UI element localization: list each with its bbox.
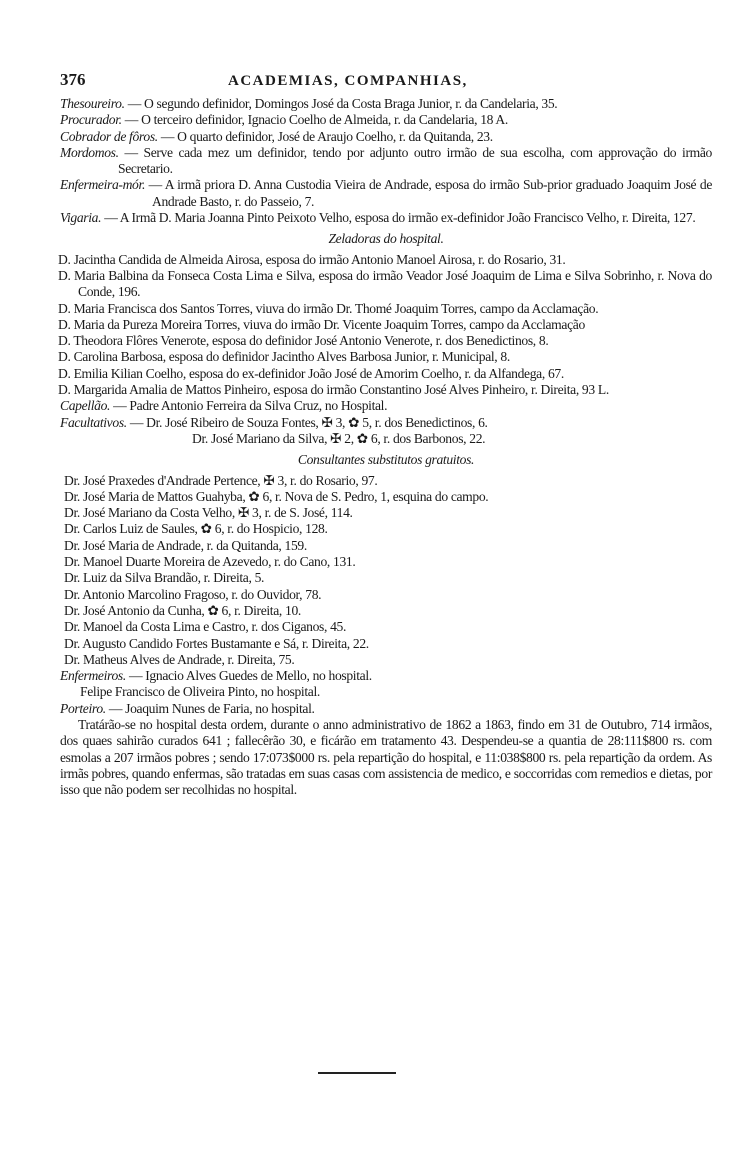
entry-text: — Ignacio Alves Guedes de Mello, no hospital. bbox=[125, 668, 372, 684]
officer-entry bbox=[60, 112, 712, 128]
zeladoras-list bbox=[60, 252, 712, 399]
consultante-entry: Dr. Manoel Duarte Moreira de Azevedo, r. do Cano, 131. bbox=[64, 554, 356, 570]
officers-list bbox=[60, 96, 712, 226]
zeladora-entry: D. Jacintha Candida de Almeida Airosa, esposa do irmão Antonio Manoel Airosa, r. do Rosario, 31. bbox=[58, 251, 566, 267]
consultante-entry: Dr. Augusto Candido Fortes Bustamante e Sá, r. Direita, 22. bbox=[64, 635, 369, 651]
officer-entry bbox=[60, 210, 712, 226]
consultante-entry: Dr. José Antonio da Cunha, ✿ 6, r. Direita, 10. bbox=[64, 602, 301, 618]
running-title: ACADEMIAS, COMPANHIAS, bbox=[228, 73, 468, 89]
closing-rule bbox=[318, 1072, 396, 1074]
consultante-entry: Dr. José Maria de Andrade, r. da Quitanda, 159. bbox=[64, 537, 307, 553]
role-label: Enfermeira-mór. bbox=[60, 177, 145, 193]
role-label: Procurador. bbox=[60, 112, 122, 128]
capellao-entry bbox=[60, 398, 712, 414]
entry-text: Felipe Francisco de Oliveira Pinto, no hospital. bbox=[80, 684, 320, 700]
entry-text: — A Irmã D. Maria Joanna Pinto Peixoto Velho, esposa do irmão ex-definidor João Francisco Velho, r. Direita, 127. bbox=[101, 210, 696, 226]
consultantes-heading: Consultantes substitutos gratuitos. bbox=[297, 452, 475, 468]
entry-text: — O segundo definidor, Domingos José da Costa Braga Junior, r. da Candelaria, 35. bbox=[124, 96, 558, 111]
entry-text: Dr. José Mariano da Silva, ✠ 2, ✿ 6, r. dos Barbonos, 22. bbox=[192, 430, 486, 446]
consultante-entry: Dr. José Maria de Mattos Guahyba, ✿ 6, r. Nova de S. Pedro, 1, esquina do campo. bbox=[64, 488, 489, 504]
page-number: 376 bbox=[60, 70, 86, 89]
zeladora-entry: D. Maria Balbina da Fonseca Costa Lima e Silva, esposa do irmão Veador José Joaquim de Lima e Silva Sobrinho, r. Nova do Conde, 196. bbox=[58, 267, 712, 300]
zeladora-entry: D. Theodora Flôres Venerote, esposa do definidor José Antonio Venerote, r. dos Benedictinos, 8. bbox=[58, 333, 549, 349]
role-label: Facultativos. bbox=[60, 414, 127, 430]
zeladora-entry: D. Carolina Barbosa, esposa do definidor Jacintho Alves Barbosa Junior, r. Municipal, 8. bbox=[58, 349, 510, 365]
role-label: Porteiro. bbox=[60, 700, 106, 716]
entry-text: — Joaquim Nunes de Faria, no hospital. bbox=[105, 700, 315, 716]
officer-entry bbox=[60, 96, 712, 112]
role-label: Capellão. bbox=[60, 398, 111, 414]
officer-entry bbox=[60, 177, 712, 210]
consultante-entry: Dr. Manoel da Costa Lima e Castro, r. dos Ciganos, 45. bbox=[64, 619, 347, 635]
officer-entry bbox=[60, 145, 712, 178]
zeladora-entry: D. Maria Francisca dos Santos Torres, viuva do irmão Dr. Thomé Joaquim Torres, campo da Acclamação. bbox=[58, 300, 599, 316]
role-label: Mordomos. bbox=[60, 144, 119, 160]
role-label: Enfermeiros. bbox=[60, 668, 126, 684]
entry-text: — Dr. José Ribeiro de Souza Fontes, ✠ 3, ✿ 5, r. dos Benedictinos, 6. bbox=[126, 414, 488, 430]
zeladoras-heading: Zeladoras do hospital. bbox=[328, 231, 444, 247]
consultante-entry: Dr. José Praxedes d'Andrade Pertence, ✠ 3, r. do Rosario, 97. bbox=[64, 472, 378, 488]
role-label: Thesoureiro. bbox=[60, 96, 125, 111]
consultante-entry: Dr. Antonio Marcolino Fragoso, r. do Ouvidor, 78. bbox=[64, 586, 322, 602]
role-label: Cobrador de fôros. bbox=[60, 128, 158, 144]
entry-text: — O terceiro definidor, Ignacio Coelho de Almeida, r. da Candelaria, 18 A. bbox=[121, 112, 508, 128]
role-label: Vigaria. bbox=[60, 210, 102, 226]
document-page bbox=[60, 72, 712, 798]
zeladora-entry: D. Maria da Pureza Moreira Torres, viuva do irmão Dr. Vicente Joaquim Torres, campo da Acclamação bbox=[58, 316, 585, 332]
consultante-entry: Dr. Luiz da Silva Brandão, r. Direita, 5. bbox=[64, 570, 265, 586]
consultante-entry: Dr. José Mariano da Costa Velho, ✠ 3, r. de S. José, 114. bbox=[64, 505, 353, 521]
hospital-report-paragraph: Tratárão-se no hospital desta ordem, durante o anno administrativo de 1862 a 1863, findo em 31 de Outubro, 714 irmãos, dos quaes sahirão curados 641 ; fallecêrão 30, e ficárão em tratamento 43. Despendeu-se a quantia de 28:111$800 rs. com esmolas a 207 irmãos pobres ; sendo 17:073$000 rs. pela repartição do hospital, e 11:038$800 rs. pela repartição da ordem. As irmãs pobres, quando enfermas, são tratadas em suas casas com assistencia de medico, e soccorridas com remedios e dietas, por isso que não podem ser recolhidas no hospital. bbox=[60, 716, 712, 798]
zeladora-entry: D. Margarida Amalia de Mattos Pinheiro, esposa do irmão Constantino José Alves Pinheiro, r. Direita, 93 L. bbox=[58, 382, 609, 398]
entry-text: — Padre Antonio Ferreira da Silva Cruz, no Hospital. bbox=[110, 398, 388, 414]
officer-entry bbox=[60, 129, 712, 145]
consultantes-list bbox=[64, 473, 712, 669]
entry-text: — Serve cada mez um definidor, tendo por adjunto outro irmão de sua escolha, com approvação do irmão Secretario. bbox=[118, 144, 712, 177]
enfermeiros-entry bbox=[60, 668, 712, 701]
consultante-entry: Dr. Carlos Luiz de Saules, ✿ 6, r. do Hospicio, 128. bbox=[64, 521, 328, 537]
entry-text: — O quarto definidor, José de Araujo Coelho, r. da Quitanda, 23. bbox=[157, 128, 493, 144]
consultante-entry: Dr. Matheus Alves de Andrade, r. Direita, 75. bbox=[64, 651, 295, 667]
zeladora-entry: D. Emilia Kilian Coelho, esposa do ex-definidor João José de Amorim Coelho, r. da Alfandega, 67. bbox=[58, 365, 564, 381]
entry-text: — A irmã priora D. Anna Custodia Vieira de Andrade, esposa do irmão Sub-prior graduado Joaquim José de Andrade Basto, r. do Passeio, 7. bbox=[145, 177, 712, 209]
porteiro-entry bbox=[60, 701, 712, 717]
page-header bbox=[60, 72, 712, 94]
facultativos-entry bbox=[60, 415, 712, 448]
